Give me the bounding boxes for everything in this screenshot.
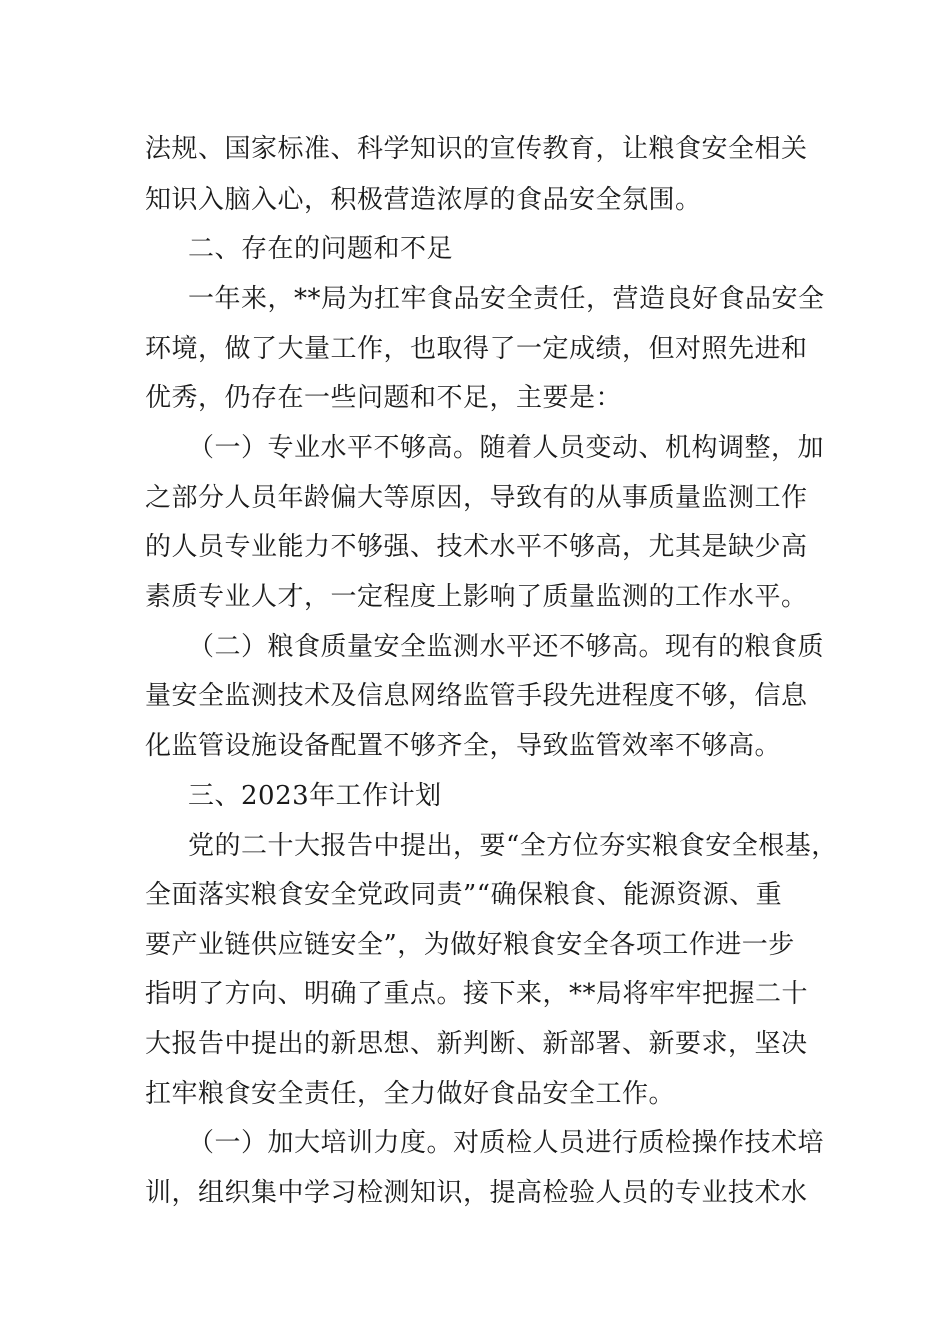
text-line: 化监管设施设备配置不够齐全，导致监管效率不够高。: [145, 731, 782, 761]
text-line: 大报告中提出的新思想、新判断、新部署、新要求，坚决: [145, 1029, 808, 1059]
text-line: 之部分人员年龄偏大等原因，导致有的从事质量监测工作: [145, 483, 808, 513]
text-line: 量安全监测技术及信息网络监管手段先进程度不够，信息: [145, 681, 808, 711]
text-line: 训，组织集中学习检测知识，提高检验人员的专业技术水: [145, 1178, 808, 1208]
text-line: 党的二十大报告中提出，要“全方位夯实粮食安全根基，: [188, 831, 838, 861]
subsection-line: （一）专业水平不够高。随着人员变动、机构调整，加: [188, 433, 825, 463]
text-line: 环境，做了大量工作，也取得了一定成绩，但对照先进和: [145, 334, 808, 364]
text-line: 指明了方向、明确了重点。接下来，**局将牢牢把握二十: [145, 979, 809, 1009]
text-line: 要产业链供应链安全”，为做好粮食安全各项工作进一步: [145, 930, 795, 960]
text-line: 扛牢粮食安全责任，全力做好食品安全工作。: [145, 1079, 676, 1109]
subsection-line: （二）粮食质量安全监测水平还不够高。现有的粮食质: [188, 632, 825, 662]
section-heading: 二、存在的问题和不足: [188, 234, 454, 264]
text-line: 全面落实粮食安全党政同责”“确保粮食、能源资源、重: [145, 880, 783, 910]
text-line: 知识入脑入心，积极营造浓厚的食品安全氛围。: [145, 185, 702, 215]
text-line: 优秀，仍存在一些问题和不足，主要是：: [145, 383, 623, 413]
subsection-line: （一）加大培训力度。对质检人员进行质检操作技术培: [188, 1128, 825, 1158]
text-line: 素质专业人才，一定程度上影响了质量监测的工作水平。: [145, 582, 808, 612]
text-line: 的人员专业能力不够强、技术水平不够高，尤其是缺少高: [145, 532, 808, 562]
text-line: 一年来，**局为扛牢食品安全责任，营造良好食品安全: [188, 284, 825, 314]
text-line: 法规、国家标准、科学知识的宣传教育，让粮食安全相关: [145, 134, 808, 164]
section-heading: 三、2023年工作计划: [188, 781, 442, 811]
